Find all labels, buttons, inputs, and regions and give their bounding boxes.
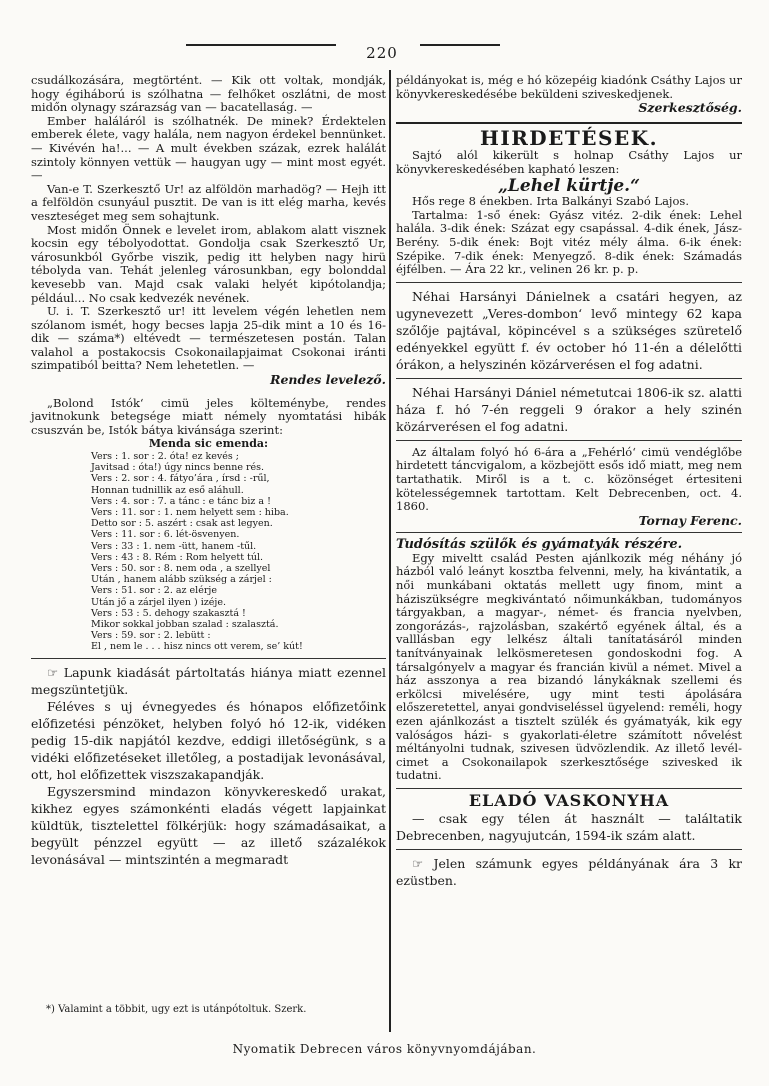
dance-cancel-notice: Az általam folyó hó 6-ára a „Fehérló‘ cimü vendéglőbe hirdetett táncvigalom, a közbejött esős idő miatt, meg nem tartathatik. Miről is a t. c. közönséget értesiteni kötelességemnek tartottam. Kelt Debrecenben, oct. 4. 1860. bbox=[396, 444, 742, 514]
right-column bbox=[396, 74, 742, 889]
booksellers-notice: Egyszersmind mindazon könyvkereskedő urakat, kikhez egyes számonkénti eladás végett lapjainkat küldtük, tisztelettel fölkérjük: hogy számadásaikat, a begyült pénzzel együtt — az illető százalékok levonásával — mintszintén a megmaradt bbox=[31, 783, 386, 867]
errata-line: El , nem le . . . hisz nincs ott verem, se’ kút! bbox=[91, 641, 303, 653]
errata-title: Menda sic emenda: bbox=[148, 437, 269, 451]
left-paragraph-3: Van-e T. Szerkesztő Ur! az alföldön marhadög? — Hejh itt a felföldön csunyául pusztit. De van is itt elég marha, kevés veszteséget meg sem sohajtunk. bbox=[31, 181, 386, 223]
house-auction-ad: Néhai Harsányi Dániel németutcai 1806-ik sz. alatti háza f. hó 7-én reggeli 9 órakor a hely szinén közárverésen el fog adatni. bbox=[396, 384, 742, 434]
errata-line: Javitsad : óta!) úgy nincs benne rés. bbox=[91, 462, 265, 474]
errata-line: Vers : 1. sor : 2. óta! ez kevés ; bbox=[91, 451, 239, 463]
errata-line: Vers : 43 : 8. Rém : Rom helyett túl. bbox=[91, 551, 264, 563]
errata-line: Vers : 4. sor : 7. a tánc : e tánc biz a ! bbox=[91, 495, 271, 507]
book-title: „Lehel kürtje.“ bbox=[498, 175, 640, 196]
refund-notice: Féléves s uj évnegyedes és hónapos előfizetőink előfizetési pénzöket, helyben folyó hó 12-ik, vidéken pedig 15-dik napjától kezdve, eddigi illetőségünk, s a vidéki előfizetéseket illetőleg, a postadijak levonásával, ott, hol előfizettek viszszakapandják. bbox=[31, 698, 386, 782]
left-paragraph-2: Ember haláláról is szólhatnék. De minek? Érdektelen emberek élete, vagy halála, nem nagyon érdekel bennünket. — Kivévén ha!... — A mult években százak, ezrek halálát szintoly könnyen vettük — haugyan ugy — mint most egyét. — bbox=[31, 113, 386, 183]
left-column bbox=[31, 74, 386, 868]
top-rule-left bbox=[186, 44, 336, 46]
top-rule-right bbox=[420, 44, 500, 46]
footnote: *) Valamint a többit, ugy ezt is utánpótoltuk. Szerk. bbox=[46, 1004, 307, 1015]
errata-line: Után , hanem alább szükség a zárjel : bbox=[91, 574, 272, 586]
errata-line: Vers : 33 : 1. nem -ütt, hanem -tűl. bbox=[91, 540, 257, 552]
errata-line: Mikor sokkal jobban szalad : szalasztá. bbox=[91, 619, 279, 631]
correspondent-signature: Rendes levelező. bbox=[270, 372, 386, 388]
left-paragraph-1: csudálkozására, megtörtént. — Kik ott voltak, mondják, hogy égiháború is szólhatna — felhőket oszlátni, de most midőn olynagy szárazság van — bacatellaság. — bbox=[31, 73, 386, 115]
left-paragraph-5: U. i. T. Szerkesztő ur! itt levelem végén lehetlen nem szólanom ismét, hogy becses lapja 25-dik mint a 10 és 16-dik — száma*) eltévedt — természetesen postán. Talan valahol a postakocsis Csokonailapjaimat Csokonai iránti szimpatiból beitta? Nem lehetetlen. — bbox=[31, 304, 386, 373]
column-divider bbox=[389, 70, 391, 1032]
pointing-hand-icon: ☞ bbox=[412, 855, 434, 871]
errata-line: Vers : 50. sor : 8. nem oda , a szellyel bbox=[91, 563, 271, 575]
errata-line: Vers : 51. sor : 2. az elérje bbox=[91, 585, 217, 597]
errata-list bbox=[91, 451, 386, 653]
boarding-ad-body: Egy miveltt család Pesten ajánlkozik még néhány jó házból való leányt kosztba felvenni, mely, ha kivántatik, a női munkábani oktatás mellett ugy finom, mint a háziszükségre megkivántató nőimunkákban, tudományos tárgyakban, a magyar-, német- és francia nyelvben, zongorázás-, rajzolásban, szakértő egyének által, és a valllásban egy lelkész általi tanítatásáról minden tanítványainak lelkösmeretesen gondoskodni fog. A társalgónyelv a magyar és francián kivül a német. Mivel a ház asszonya a rea bizandó lánykáknak szellemi és erkölcsi mivelésére, ugy mint testi ápolására előszeretettel, anyai gondviseléssel ügyelend: reméli, hogy ezen ajánlkozást a tisztelt szülék és gyámatyák, kik egy valóságos házi- s gyakorlati-életre számított nővelést méltányolni tudnak, szivesen üdvözlendik. Az illető levél-cimet a Csokonailapok szerkesztősége szivesked ik tudatni. bbox=[396, 550, 742, 783]
errata-line: Után jő a zárjel ilyen ) izéje. bbox=[91, 596, 227, 608]
book-subtitle: Hős rege 8 énekben. Irta Balkányi Szabó Lajos. bbox=[412, 194, 689, 209]
errata-line: Detto sor : 5. aszért : csak ast legyen. bbox=[91, 518, 273, 530]
errata-line: Vers : 2. sor : 4. fátyo’ára , írsd : -rűl, bbox=[91, 473, 270, 485]
left-paragraph-4: Most midőn Önnek e levelet irom, ablakom alatt visznek kocsin egy tébolyodottat. Gondolja csak Szerkesztő Ur, városunkból Győrbe viszik, pedig itt helyben nagy hirü tébolyda van. Tehát jelenleg városunkban, egy bolonddal kevesebb van. Majd csak valaki helyét kipótolandja; például... No csak kedvezék nevének. bbox=[31, 222, 386, 305]
advertisements-heading: HIRDETÉSEK. bbox=[479, 125, 659, 150]
errata-line: Vers : 59. sor : 2. lebütt : bbox=[91, 630, 211, 642]
errata-line: Honnan tudnillik az eső aláhull. bbox=[91, 484, 244, 496]
right-paragraph-1: példányokat is, még e hó közepéig kiadónk Csáthy Lajos ur könyvkereskedésébe beküldeni sziveskedjenek. bbox=[396, 73, 742, 101]
editorial-signature: Szerkesztőség. bbox=[638, 100, 742, 116]
errata-line: Vers : 53 : 5. dehogy szakasztá ! bbox=[91, 607, 246, 619]
errata-line: Vers : 11. sor : 6. lét-ösvenyen. bbox=[91, 529, 240, 541]
errata-intro: „Bolond Istók‘ cimü jeles költeménybe, rendes javitnokunk betegsége miatt némely nyomtatási hibák csuszván be, Istók bátya kivánsága szerint: bbox=[31, 395, 386, 437]
boarding-ad-title: Tudósítás szülők és gyámatyák részére. bbox=[396, 537, 683, 553]
pointing-hand-icon: ☞ bbox=[47, 664, 64, 680]
page-number: 220 bbox=[366, 44, 398, 62]
stove-sale-body: — csak egy télen át használt — találtatik Debrecenben, nagyujutcán, 1594-ik szám alatt. bbox=[396, 810, 742, 843]
errata-line: Vers : 11. sor : 1. nem helyett sem : hiba. bbox=[91, 507, 289, 519]
discontinue-notice: ☞ Lapunk kiadását pártoltatás hiánya miatt ezennel megszüntetjük. bbox=[31, 664, 386, 697]
book-ad-intro: Sajtó alól kikerült s holnap Csáthy Lajos ur könyvkereskedésében kapható leszen: bbox=[396, 148, 742, 176]
stove-sale-title: ELADÓ VASKONYHA bbox=[468, 790, 670, 810]
dance-notice-signature: Tornay Ferenc. bbox=[638, 512, 742, 528]
book-contents: Tartalma: 1-ső ének: Gyász vitéz. 2-dik ének: Lehel halála. 3-dik ének: Százat egy csapással. 4-dik ének, Jász-Berény. 5-dik ének: Bojt vitéz mély álma. 6-ik ének: Szépike. 7-dik ének: Menyegző. 8-dik ének: Számadás éjfélben. — Ára 22 kr., velinen 26 kr. p. p. bbox=[396, 207, 742, 277]
vineyard-auction-ad: Néhai Harsányi Dánielnek a csatári hegyen, az ugynevezett „Veres-dombon‘ levő mintegy 62 kapa szőlője pajtával, köpincével s a szükséges szüretelő edényekkel együtt f. év october hó 11-én a délelőtti órákon, a helyszinén közárverésen el fog adatni. bbox=[396, 288, 742, 372]
printer-imprint: Nyomatik Debrecen város könyvnyomdájában. bbox=[232, 1042, 537, 1056]
issue-price-notice: ☞ Jelen számunk egyes példányának ára 3 kr ezüstben. bbox=[396, 855, 742, 888]
